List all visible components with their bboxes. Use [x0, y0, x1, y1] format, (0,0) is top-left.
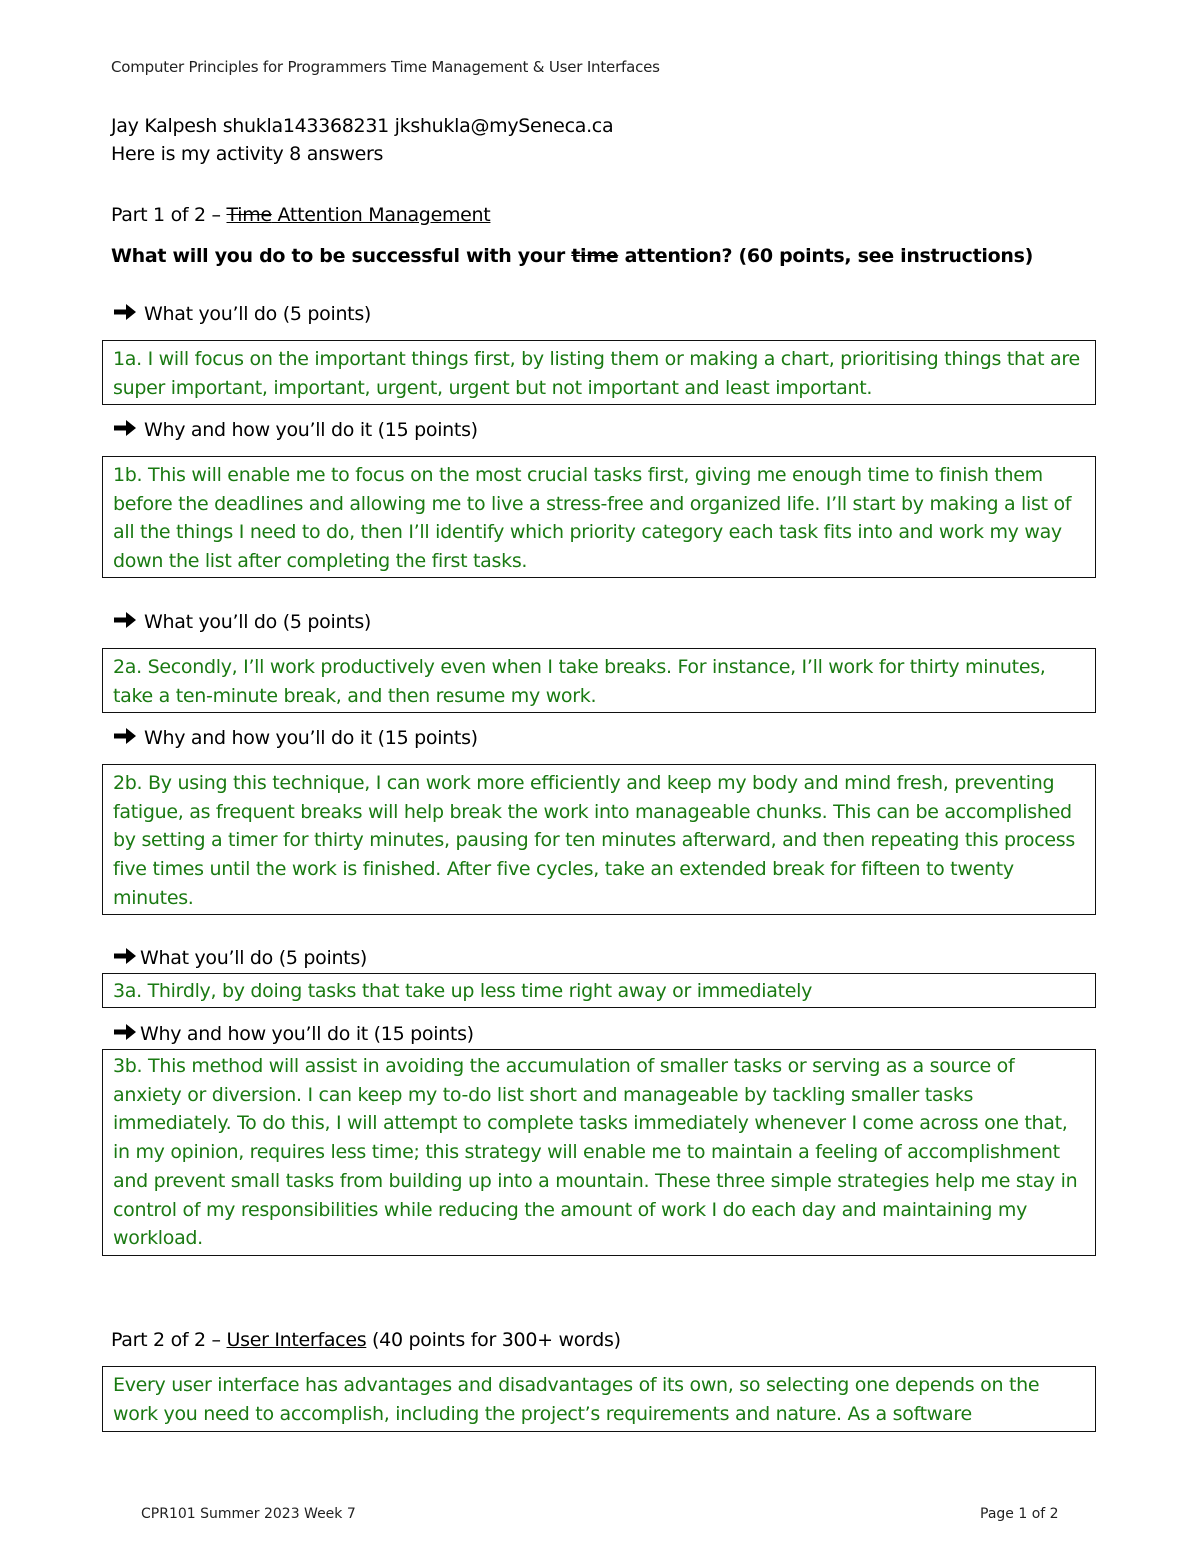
prompt-2b	[114, 727, 478, 749]
part2-prefix: Part 2 of 2 –	[111, 1329, 227, 1351]
answer-2b[interactable]: 2b. By using this technique, I can work more efficiently and keep my body and mind fresh, preventing fatigue, as frequent breaks will help break the work into manageable chunks. This can be accomplished by setting a timer for thirty minutes, pausing for ten minutes afterward, and then repeating this process five times until the work is finished. After five cycles, take an extended break for fifteen to twenty minutes.	[102, 764, 1096, 915]
arrow-right-icon	[114, 303, 136, 325]
answer-3b[interactable]: 3b. This method will assist in avoiding the accumulation of smaller tasks or serving as a source of anxiety or diversion. I can keep my to-do list short and manageable by tackling smaller tasks immediately. To do this, I will attempt to complete tasks immediately whenever I come across one that, in my opinion, requires less time; this strategy will enable me to maintain a feeling of accomplishment and prevent small tasks from building up into a mountain. These three simple strategies help me stay in control of my responsibilities while reducing the amount of work I do each day and maintaining my workload.	[102, 1049, 1096, 1256]
arrow-right-icon	[114, 1023, 136, 1045]
arrow-right-icon	[114, 419, 136, 441]
answer-2a[interactable]: 2a. Secondly, I’ll work productively even when I take breaks. For instance, I’ll work for thirty minutes, take a ten-minute break, and then resume my work.	[102, 648, 1096, 713]
answer-1b[interactable]: 1b. This will enable me to focus on the most crucial tasks first, giving me enough time to finish them before the deadlines and allowing me to live a stress-free and organized life. I’ll start by making a list of all the things I need to do, then I’ll identify which priority category each task fits into and work my way down the list after completing the first tasks.	[102, 456, 1096, 578]
prompt-label: Why and how you’ll do it (15 points)	[144, 419, 478, 441]
part1-title	[111, 204, 490, 226]
part1-question	[111, 245, 1033, 267]
prompt-label: Why and how you’ll do it (15 points)	[144, 727, 478, 749]
arrow-right-icon	[114, 727, 136, 749]
part2-title	[111, 1329, 621, 1351]
intro-line: Here is my activity 8 answers	[111, 143, 384, 165]
prompt-label: What you’ll do (5 points)	[140, 947, 368, 969]
question-prefix: What will you do to be successful with your	[111, 245, 572, 267]
part1-heading	[227, 204, 491, 226]
part1-title-rest: Attention Management	[271, 204, 491, 226]
page-header: Computer Principles for Programmers Time Management & User Interfaces	[111, 58, 660, 76]
footer-course: CPR101 Summer 2023 Week 7	[141, 1506, 356, 1522]
arrow-right-icon	[114, 611, 136, 633]
prompt-3a	[114, 947, 367, 969]
part1-struck-word: Time	[226, 204, 272, 226]
student-info: Jay Kalpesh shukla143368231 jkshukla@mySeneca.ca	[111, 115, 614, 137]
part2-suffix: (40 points for 300+ words)	[366, 1329, 621, 1351]
prompt-1b	[114, 419, 478, 441]
prompt-label: What you’ll do (5 points)	[144, 303, 372, 325]
answer-3a[interactable]: 3a. Thirdly, by doing tasks that take up less time right away or immediately	[102, 973, 1096, 1008]
prompt-2a	[114, 611, 371, 633]
part1-prefix: Part 1 of 2 –	[111, 204, 227, 226]
footer-page-number: Page 1 of 2	[980, 1506, 1059, 1522]
prompt-3b	[114, 1023, 474, 1045]
part2-heading: User Interfaces	[226, 1329, 367, 1351]
prompt-1a	[114, 303, 371, 325]
prompt-label: What you’ll do (5 points)	[144, 611, 372, 633]
answer-1a[interactable]: 1a. I will focus on the important things first, by listing them or making a chart, prioritising things that are super important, important, urgent, urgent but not important and least important.	[102, 340, 1096, 405]
question-struck-word: time	[571, 245, 619, 267]
prompt-label: Why and how you’ll do it (15 points)	[140, 1023, 474, 1045]
question-rest: attention? (60 points, see instructions)	[618, 245, 1033, 267]
arrow-right-icon	[114, 947, 136, 969]
part2-answer[interactable]: Every user interface has advantages and disadvantages of its own, so selecting one depends on the work you need to accomplish, including the project’s requirements and nature. As a software	[102, 1366, 1096, 1432]
